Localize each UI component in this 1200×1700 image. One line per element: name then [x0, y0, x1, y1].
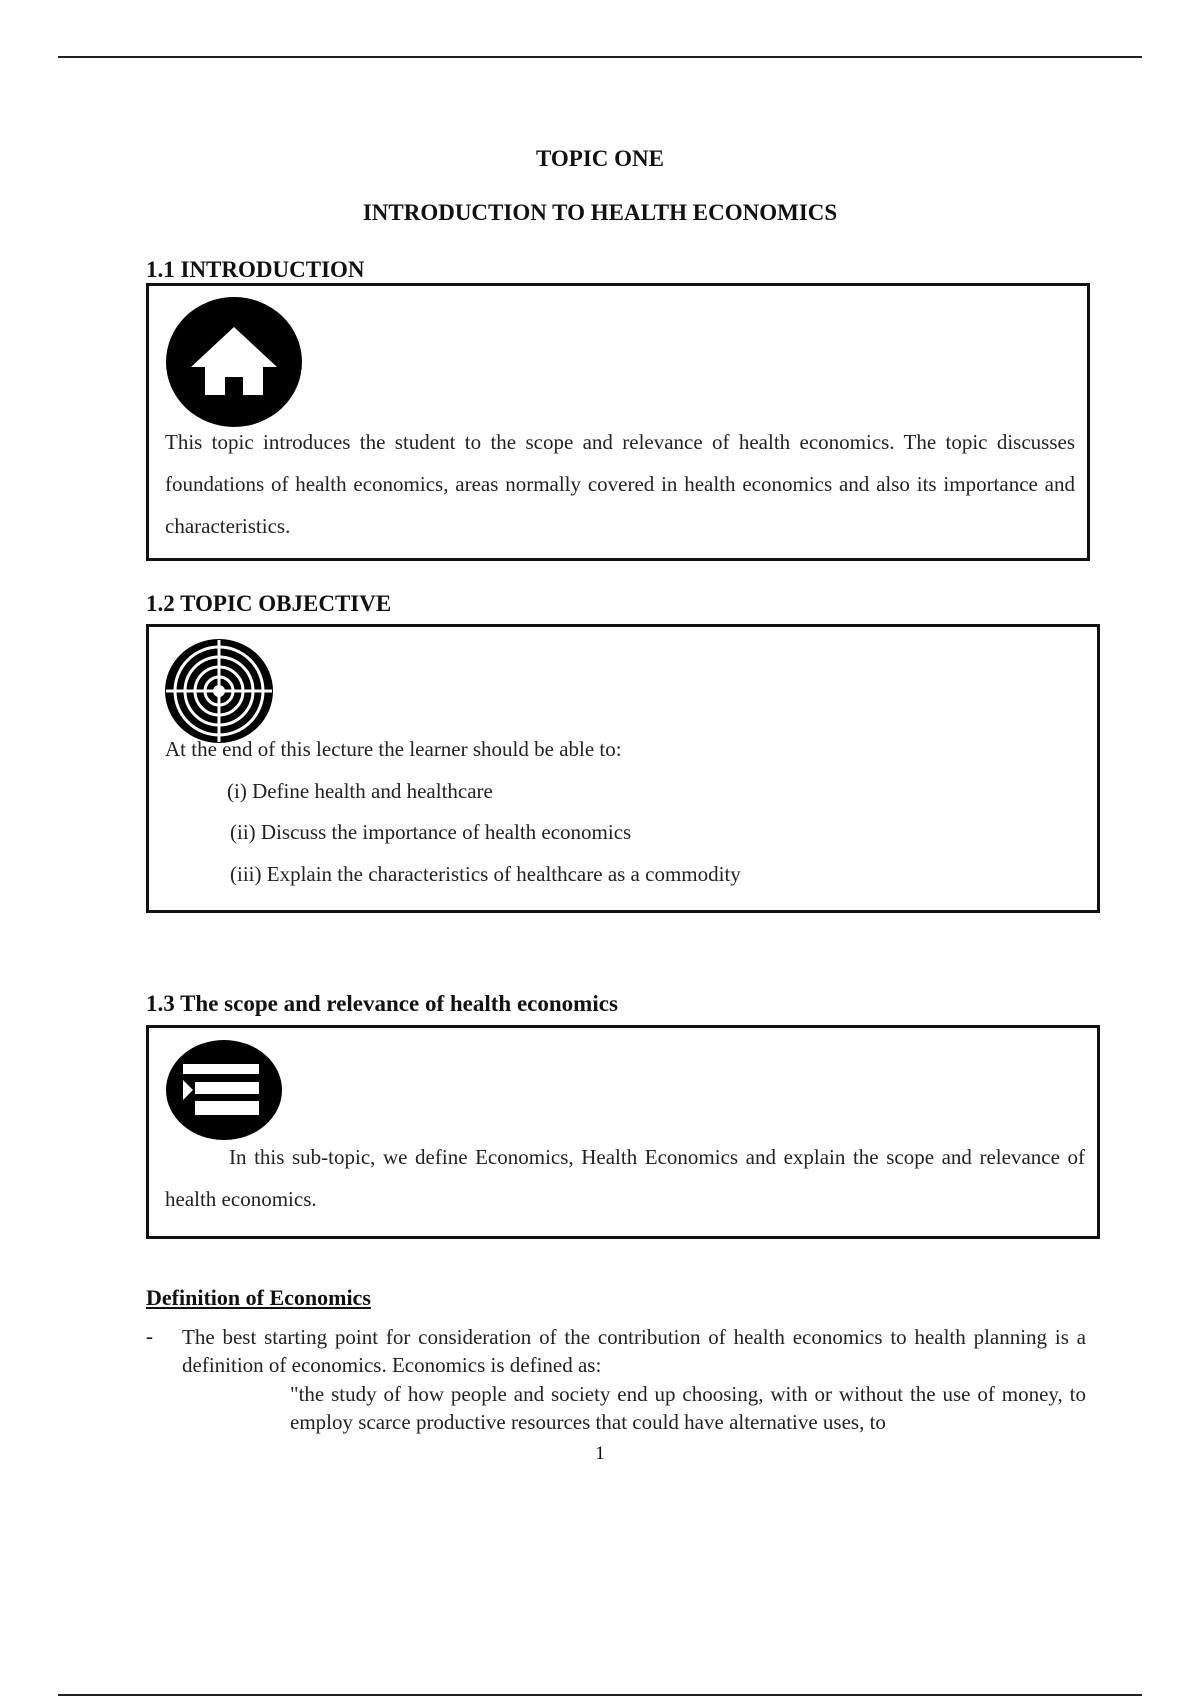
objective-item: (iii) Explain the characteristics of healthcare as a commodity: [230, 862, 741, 886]
home-icon: [165, 297, 303, 427]
scope-box: [146, 1025, 1100, 1239]
objective-lead: At the end of this lecture the learner should be able to:: [165, 737, 622, 761]
scope-text: In this sub-topic, we define Economics, Health Economics and explain the scope and relevance of health economics.: [165, 1145, 1085, 1211]
page-number: 1: [595, 1443, 605, 1464]
topic-title: INTRODUCTION TO HEALTH ECONOMICS: [362, 200, 838, 225]
definition-paragraph: The best starting point for consideration of the contribution of health economics to health planning is a definition of economics. Economics is defined as:: [182, 1325, 1086, 1377]
definition-quote: "the study of how people and society end up choosing, with or without the use of money, to employ scarce productive resources that could have alternative uses, to: [290, 1382, 1086, 1434]
definition-bullet: -: [146, 1324, 153, 1348]
list-icon: [165, 1039, 283, 1141]
objective-box: [146, 624, 1100, 913]
scope-heading: 1.3 The scope and relevance of health economics: [146, 991, 618, 1016]
objective-item: (ii) Discuss the importance of health economics: [230, 820, 632, 844]
topic-label: TOPIC ONE: [535, 146, 665, 171]
objective-item: (i) Define health and healthcare: [227, 779, 493, 803]
bottom-rule: [58, 1694, 1142, 1696]
objective-heading: 1.2 TOPIC OBJECTIVE: [146, 591, 392, 616]
introduction-box: [146, 283, 1090, 561]
target-icon: [164, 638, 274, 744]
introduction-heading: 1.1 INTRODUCTION: [146, 257, 365, 282]
top-rule: [58, 56, 1142, 58]
introduction-text: This topic introduces the student to the scope and relevance of health economics. The topic discusses foundations of health economics, areas normally covered in health economics and also its importance and characteristics.: [165, 430, 1075, 538]
definition-heading: Definition of Economics: [146, 1285, 371, 1310]
